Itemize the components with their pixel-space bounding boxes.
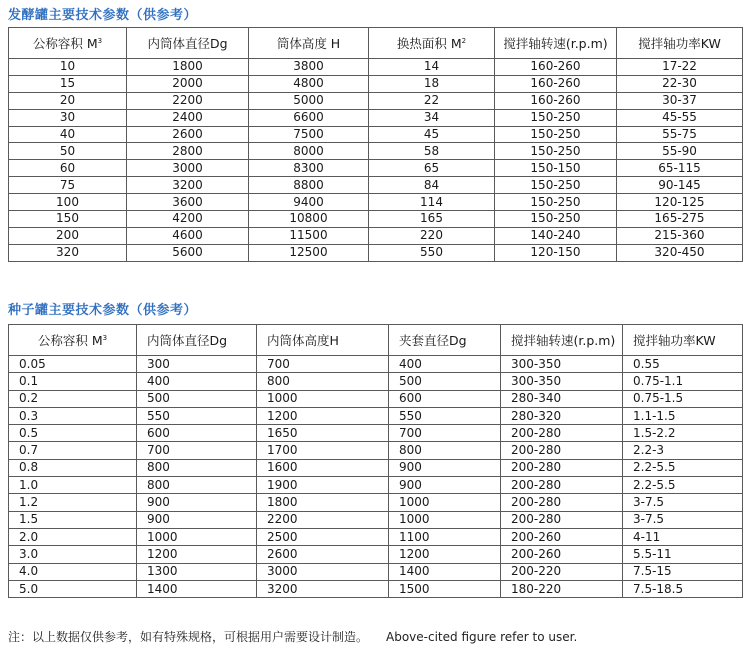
table-row <box>9 143 743 160</box>
table-cell: 160-260 <box>495 92 617 109</box>
table-cell: 5.5-11 <box>623 546 743 563</box>
header-inner-diameter: 内筒体直径Dg <box>137 325 257 356</box>
table-cell: 150-250 <box>495 211 617 228</box>
table-row <box>9 227 743 244</box>
table-cell: 0.05 <box>9 356 137 373</box>
table-cell: 20 <box>9 92 127 109</box>
table-cell: 34 <box>369 109 495 126</box>
table-cell: 30 <box>9 109 127 126</box>
table-cell: 160-260 <box>495 59 617 76</box>
table-row <box>9 511 743 528</box>
table-cell: 4800 <box>249 75 369 92</box>
table-cell: 320 <box>9 244 127 261</box>
table-cell: 1.2 <box>9 494 137 511</box>
header-heat-exchange-area: 换热面积 $M^2$ <box>369 28 495 59</box>
table-row <box>9 109 743 126</box>
table-cell: 700 <box>137 442 257 459</box>
table-row <box>9 477 743 494</box>
table-cell: 1000 <box>389 494 501 511</box>
table-cell: 200-280 <box>501 511 623 528</box>
table-cell: 280-320 <box>501 407 623 424</box>
table-row <box>9 494 743 511</box>
table-cell: 3-7.5 <box>623 511 743 528</box>
table-cell: 0.2 <box>9 390 137 407</box>
table-row <box>9 126 743 143</box>
table-cell: 3000 <box>127 160 249 177</box>
table-cell: 1000 <box>137 528 257 545</box>
table-cell: 1.1-1.5 <box>623 407 743 424</box>
table-cell: 160-260 <box>495 75 617 92</box>
table-cell: 900 <box>389 459 501 476</box>
table-cell: 60 <box>9 160 127 177</box>
table-cell: 45-55 <box>617 109 743 126</box>
table-cell: 1.5-2.2 <box>623 425 743 442</box>
table-cell: 2400 <box>127 109 249 126</box>
table-cell: 150-250 <box>495 143 617 160</box>
table-row <box>9 211 743 228</box>
table-cell: 150-150 <box>495 160 617 177</box>
table-cell: 8800 <box>249 177 369 194</box>
table-cell: 150-250 <box>495 109 617 126</box>
table-cell: 1.0 <box>9 477 137 494</box>
table-cell: 1300 <box>137 563 257 580</box>
table-cell: 90-145 <box>617 177 743 194</box>
table-cell: 800 <box>389 442 501 459</box>
table-cell: 215-360 <box>617 227 743 244</box>
header-jacket-diameter: 夹套直径Dg <box>389 325 501 356</box>
seed-tank-table-title: 种子罐主要技术参数（供参考） <box>8 303 198 318</box>
table-cell: 165-275 <box>617 211 743 228</box>
table-cell: 1000 <box>389 511 501 528</box>
table-cell: 5000 <box>249 92 369 109</box>
table-cell: 75 <box>9 177 127 194</box>
header-shaft-speed: 搅拌轴转速(r.p.m) <box>495 28 617 59</box>
table-cell: 550 <box>137 407 257 424</box>
table-cell: 1900 <box>257 477 389 494</box>
table-cell: 40 <box>9 126 127 143</box>
table-cell: 0.75-1.5 <box>623 390 743 407</box>
table-cell: 2800 <box>127 143 249 160</box>
table-row <box>9 356 743 373</box>
table-cell: 1400 <box>137 580 257 597</box>
table-cell: 4600 <box>127 227 249 244</box>
table-row <box>9 160 743 177</box>
table-cell: 550 <box>369 244 495 261</box>
table-cell: 5600 <box>127 244 249 261</box>
table-cell: 1500 <box>389 580 501 597</box>
table-cell: 1200 <box>137 546 257 563</box>
table-cell: 2200 <box>257 511 389 528</box>
table-row <box>9 407 743 424</box>
table-cell: 200-280 <box>501 425 623 442</box>
table-cell: 100 <box>9 194 127 211</box>
table-row <box>9 563 743 580</box>
table-cell: 1000 <box>257 390 389 407</box>
seed-tank-parameters-table <box>8 324 743 598</box>
table-cell: 500 <box>389 373 501 390</box>
table-cell: 150-250 <box>495 194 617 211</box>
header-inner-height: 内筒体高度H <box>257 325 389 356</box>
table-cell: 15 <box>9 75 127 92</box>
table-row <box>9 59 743 76</box>
table-cell: 5.0 <box>9 580 137 597</box>
table-cell: 280-340 <box>501 390 623 407</box>
table-cell: 550 <box>389 407 501 424</box>
footnote-en: Above-cited figure refer to user. <box>386 630 578 644</box>
header-cylinder-height: 筒体高度 H <box>249 28 369 59</box>
table-cell: 200-260 <box>501 546 623 563</box>
table-cell: 0.55 <box>623 356 743 373</box>
table-cell: 0.7 <box>9 442 137 459</box>
table-cell: 120-125 <box>617 194 743 211</box>
table-cell: 1650 <box>257 425 389 442</box>
table-cell: 700 <box>389 425 501 442</box>
header-nominal-volume: 公称容积 $M^3$ <box>9 325 137 356</box>
table-row <box>9 459 743 476</box>
table-cell: 2200 <box>127 92 249 109</box>
table-cell: 0.5 <box>9 425 137 442</box>
table-cell: 1200 <box>257 407 389 424</box>
footnote <box>8 628 577 645</box>
table-cell: 2.2-5.5 <box>623 459 743 476</box>
table-cell: 3800 <box>249 59 369 76</box>
table-cell: 300-350 <box>501 373 623 390</box>
table-cell: 1700 <box>257 442 389 459</box>
table-cell: 84 <box>369 177 495 194</box>
table-row <box>9 75 743 92</box>
table-cell: 200-280 <box>501 442 623 459</box>
footnote-cn: 注：以上数据仅供参考，如有特殊规格，可根据用户需要设计制造。 <box>8 630 369 644</box>
table-cell: 7.5-18.5 <box>623 580 743 597</box>
table-cell: 900 <box>137 494 257 511</box>
table-cell: 2600 <box>257 546 389 563</box>
header-inner-diameter: 内筒体直径Dg <box>127 28 249 59</box>
table-cell: 45 <box>369 126 495 143</box>
table-cell: 9400 <box>249 194 369 211</box>
table-cell: 900 <box>389 477 501 494</box>
table-cell: 22-30 <box>617 75 743 92</box>
table-cell: 8300 <box>249 160 369 177</box>
table-cell: 3000 <box>257 563 389 580</box>
table-cell: 300-350 <box>501 356 623 373</box>
table-cell: 2.2-5.5 <box>623 477 743 494</box>
table-cell: 150 <box>9 211 127 228</box>
table-cell: 220 <box>369 227 495 244</box>
table-row <box>9 425 743 442</box>
table-cell: 114 <box>369 194 495 211</box>
table-cell: 200 <box>9 227 127 244</box>
table-cell: 7500 <box>249 126 369 143</box>
table-cell: 4200 <box>127 211 249 228</box>
table-row <box>9 442 743 459</box>
table-cell: 200-280 <box>501 477 623 494</box>
table-cell: 4.0 <box>9 563 137 580</box>
table-header-row <box>9 28 743 59</box>
table-cell: 2.2-3 <box>623 442 743 459</box>
table-cell: 1200 <box>389 546 501 563</box>
table-cell: 4-11 <box>623 528 743 545</box>
table-cell: 500 <box>137 390 257 407</box>
table-cell: 800 <box>137 459 257 476</box>
table-row <box>9 92 743 109</box>
table-cell: 700 <box>257 356 389 373</box>
table-cell: 1.5 <box>9 511 137 528</box>
table-cell: 65 <box>369 160 495 177</box>
table-cell: 6600 <box>249 109 369 126</box>
table-cell: 1800 <box>257 494 389 511</box>
table-cell: 150-250 <box>495 177 617 194</box>
table-cell: 55-75 <box>617 126 743 143</box>
table-cell: 7.5-15 <box>623 563 743 580</box>
table-cell: 150-250 <box>495 126 617 143</box>
table-cell: 1100 <box>389 528 501 545</box>
table-cell: 1800 <box>127 59 249 76</box>
table-cell: 200-280 <box>501 459 623 476</box>
table-cell: 3600 <box>127 194 249 211</box>
table-cell: 600 <box>389 390 501 407</box>
table-cell: 55-90 <box>617 143 743 160</box>
table-cell: 3200 <box>127 177 249 194</box>
table-cell: 300 <box>137 356 257 373</box>
table-cell: 50 <box>9 143 127 160</box>
table-cell: 58 <box>369 143 495 160</box>
table-row <box>9 546 743 563</box>
table-cell: 12500 <box>249 244 369 261</box>
table-cell: 11500 <box>249 227 369 244</box>
table-cell: 320-450 <box>617 244 743 261</box>
fermenter-parameters-table <box>8 27 743 262</box>
table-cell: 140-240 <box>495 227 617 244</box>
table-cell: 120-150 <box>495 244 617 261</box>
table-cell: 0.1 <box>9 373 137 390</box>
table-cell: 30-37 <box>617 92 743 109</box>
table-row <box>9 194 743 211</box>
header-shaft-power: 搅拌轴功率KW <box>623 325 743 356</box>
fermenter-table-title: 发酵罐主要技术参数（供参考） <box>8 8 198 23</box>
table-row <box>9 390 743 407</box>
header-shaft-speed: 搅拌轴转速(r.p.m) <box>501 325 623 356</box>
table-cell: 800 <box>257 373 389 390</box>
table-cell: 0.3 <box>9 407 137 424</box>
table-cell: 1400 <box>389 563 501 580</box>
table-cell: 22 <box>369 92 495 109</box>
table-cell: 200-220 <box>501 563 623 580</box>
table-header-row <box>9 325 743 356</box>
table-row <box>9 373 743 390</box>
header-shaft-power: 搅拌轴功率KW <box>617 28 743 59</box>
table-cell: 200-280 <box>501 494 623 511</box>
table-cell: 14 <box>369 59 495 76</box>
table-cell: 1600 <box>257 459 389 476</box>
table-row <box>9 528 743 545</box>
header-nominal-volume: 公称容积 $M^3$ <box>9 28 127 59</box>
table-cell: 800 <box>137 477 257 494</box>
table-cell: 180-220 <box>501 580 623 597</box>
table-cell: 10 <box>9 59 127 76</box>
table-cell: 17-22 <box>617 59 743 76</box>
table-cell: 3-7.5 <box>623 494 743 511</box>
table-cell: 2500 <box>257 528 389 545</box>
table-cell: 2600 <box>127 126 249 143</box>
table-row <box>9 177 743 194</box>
table-cell: 0.75-1.1 <box>623 373 743 390</box>
table-cell: 165 <box>369 211 495 228</box>
table-cell: 10800 <box>249 211 369 228</box>
table-cell: 18 <box>369 75 495 92</box>
table-cell: 8000 <box>249 143 369 160</box>
table-cell: 200-260 <box>501 528 623 545</box>
table-cell: 65-115 <box>617 160 743 177</box>
table-cell: 3.0 <box>9 546 137 563</box>
table-cell: 900 <box>137 511 257 528</box>
table-cell: 600 <box>137 425 257 442</box>
table-cell: 400 <box>137 373 257 390</box>
table-cell: 400 <box>389 356 501 373</box>
table-row <box>9 580 743 597</box>
table-row <box>9 244 743 261</box>
table-cell: 0.8 <box>9 459 137 476</box>
table-cell: 3200 <box>257 580 389 597</box>
table-cell: 2000 <box>127 75 249 92</box>
table-cell: 2.0 <box>9 528 137 545</box>
